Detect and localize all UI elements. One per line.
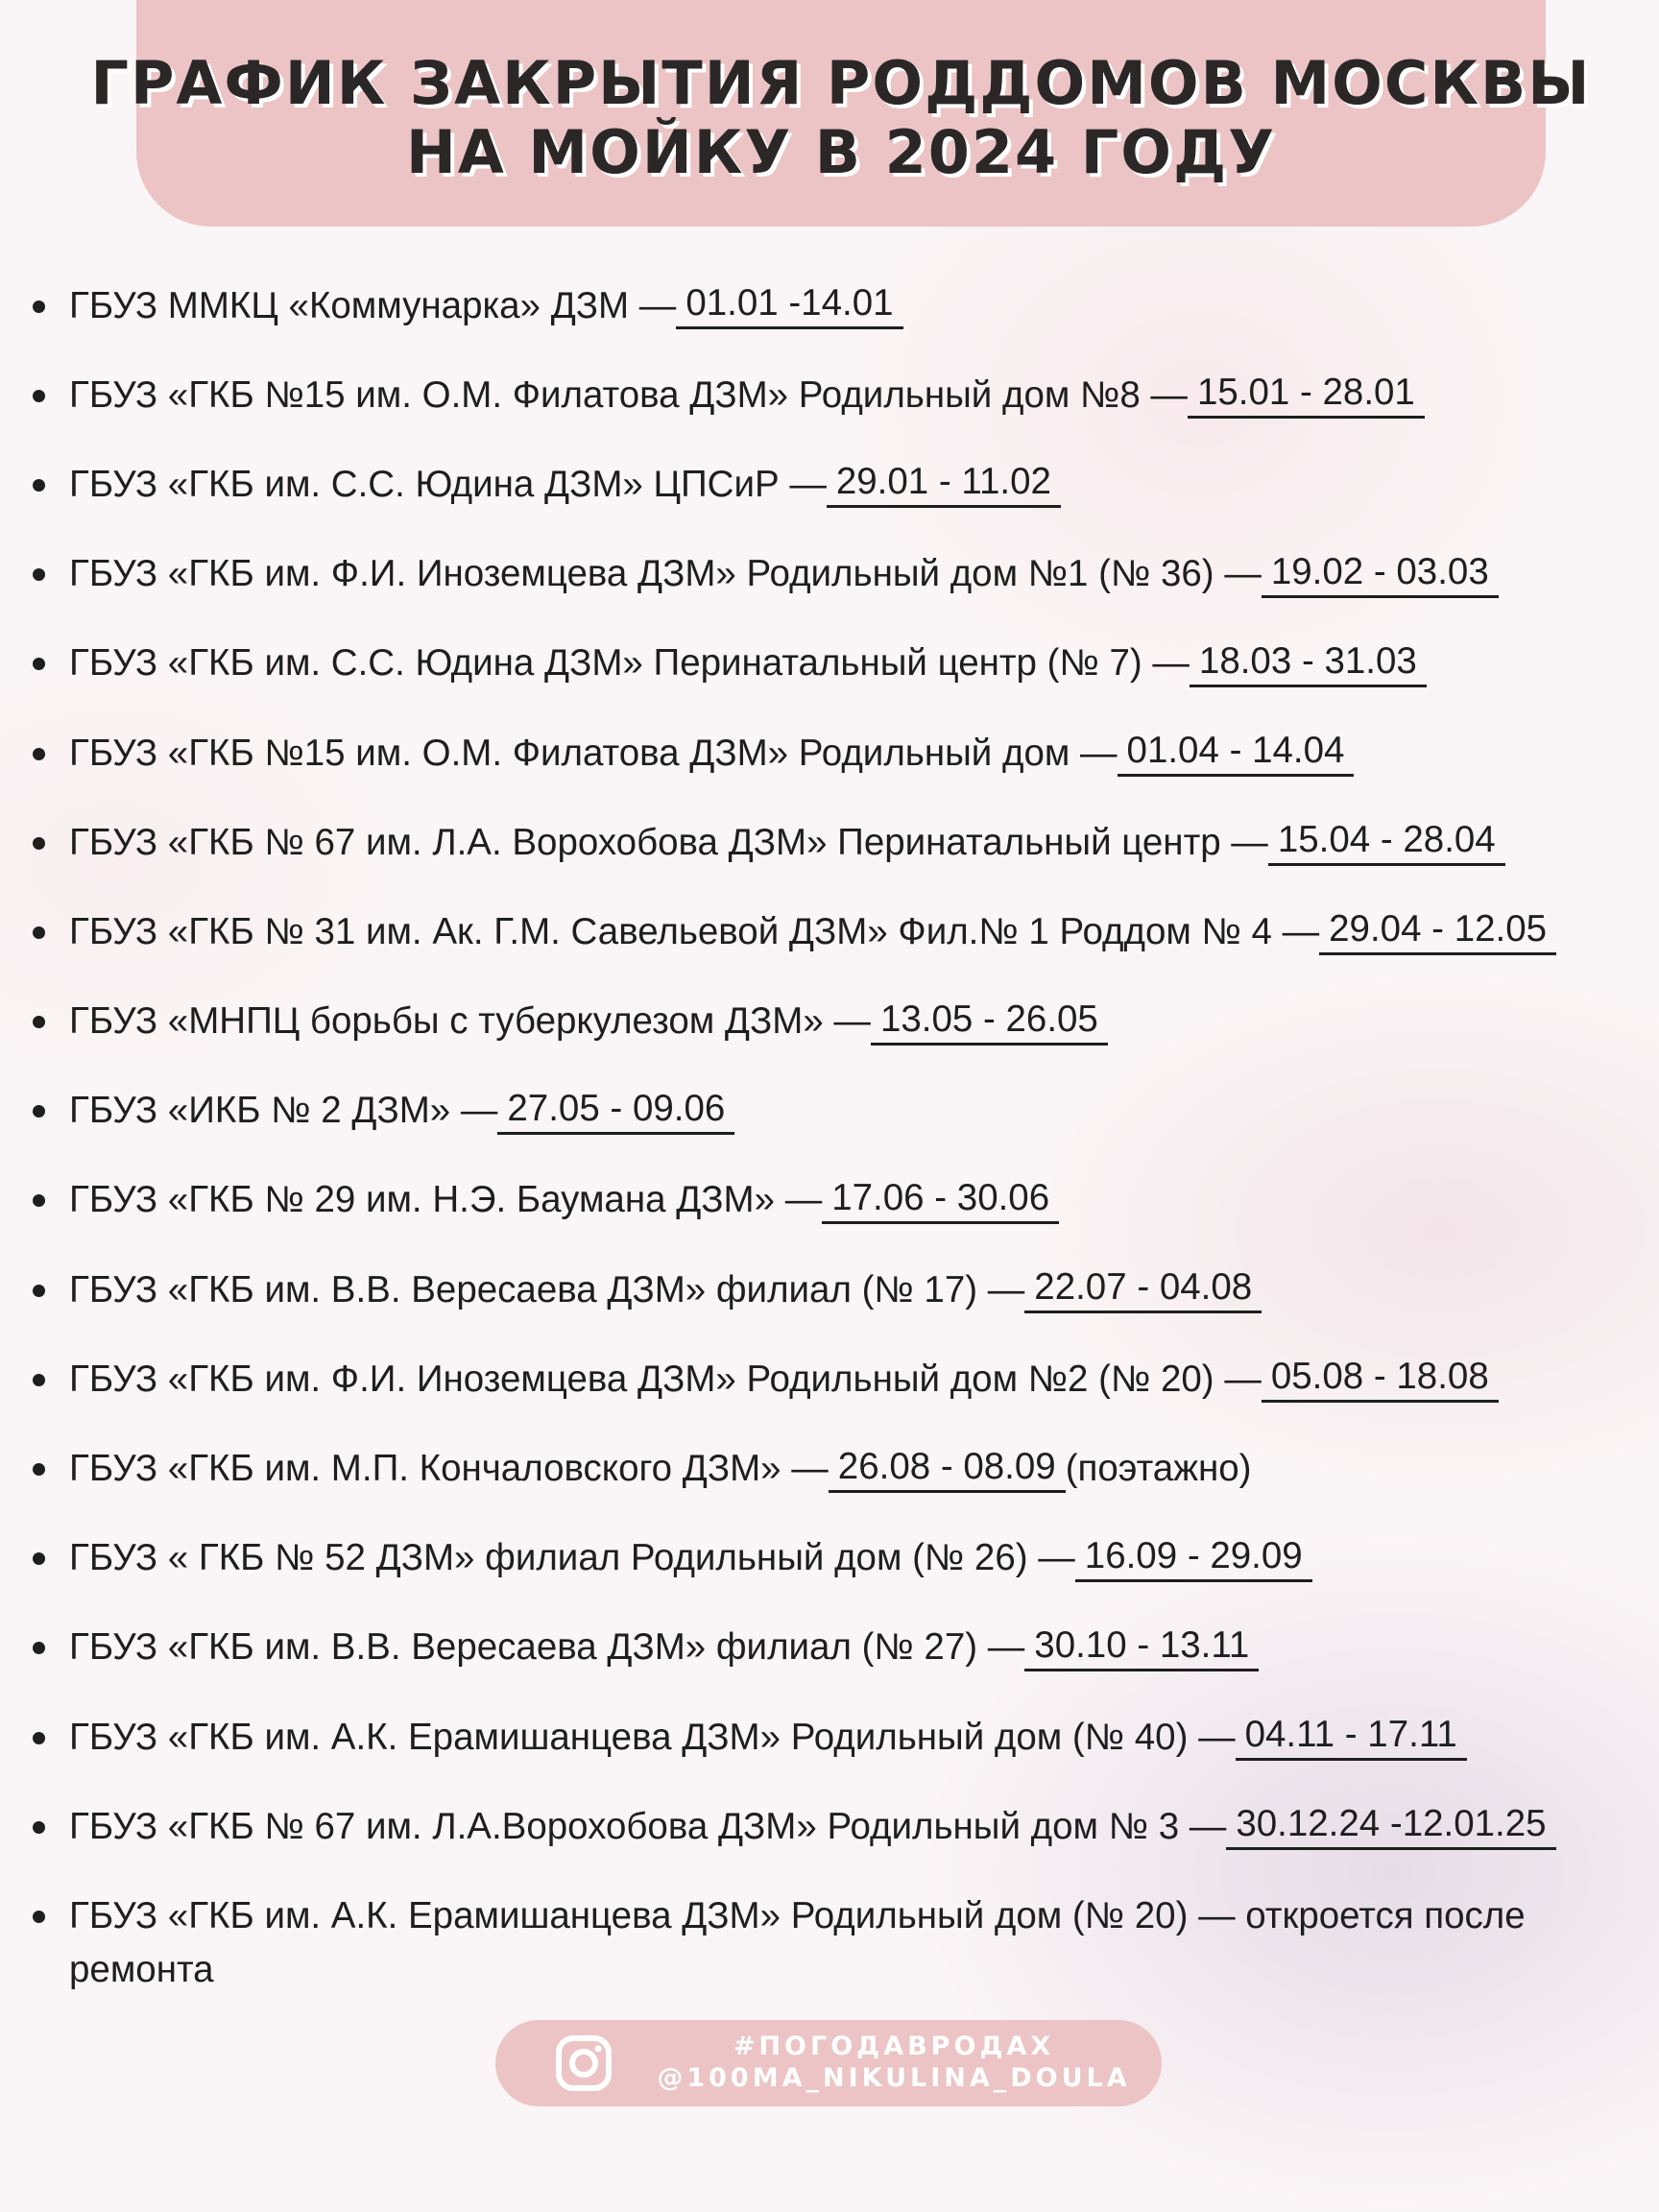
- list-item: [0, 887, 1659, 976]
- hospital-name: ГБУЗ «ГКБ им. С.С. Юдина ДЗМ» Перинатальный центр (№ 7) —: [69, 642, 1190, 685]
- hashtag-text[interactable]: #ПОГОДАВРОДАХ: [733, 2032, 1055, 2061]
- closure-dates: 19.02 - 03.03: [1262, 551, 1499, 598]
- list-item: [0, 350, 1659, 440]
- hospital-name: ГБУЗ «ГКБ №15 им. О.М. Филатова ДЗМ» Родильный дом №8 —: [69, 373, 1188, 416]
- closure-dates: 05.08 - 18.08: [1262, 1356, 1499, 1403]
- hospital-name: ГБУЗ «ГКБ № 67 им. Л.А.Ворохобова ДЗМ» Родильный дом № 3 —: [69, 1805, 1227, 1847]
- closure-dates: 18.03 - 31.03: [1190, 640, 1427, 687]
- item-note: (поэтажно): [1065, 1448, 1252, 1490]
- list-item: [0, 1693, 1659, 1782]
- hospital-name: ГБУЗ «МНПЦ борьбы с туберкулезом ДЗМ» —: [69, 1000, 871, 1043]
- closure-dates: 29.01 - 11.02: [827, 461, 1061, 508]
- closure-dates: 13.05 - 26.05: [871, 998, 1108, 1046]
- closure-dates: 17.06 - 30.06: [822, 1177, 1059, 1224]
- list-item: [0, 1156, 1659, 1245]
- hospital-name: ГБУЗ «ГКБ им. А.К. Ерамишанцева ДЗМ» Родильный дом (№ 20) — откроется после: [69, 1894, 1526, 1936]
- list-item: [0, 261, 1659, 350]
- list-item: [0, 1603, 1659, 1693]
- hospital-name: ГБУЗ «ГКБ им. Ф.И. Иноземцева ДЗМ» Родильный дом №2 (№ 20) —: [69, 1358, 1262, 1400]
- closure-dates: 27.05 - 09.06: [497, 1088, 734, 1135]
- hospital-name: ГБУЗ «ГКБ № 29 им. Н.Э. Баумана ДЗМ» —: [69, 1179, 823, 1221]
- footer-tags: [654, 2031, 1134, 2094]
- list-item: [0, 1334, 1659, 1424]
- closure-dates: 29.04 - 12.05: [1319, 908, 1556, 955]
- list-item: [0, 530, 1659, 619]
- page-title-line-2: НА МОЙКУ В 2024 ГОДУ: [405, 117, 1277, 187]
- closure-dates: 01.04 - 14.04: [1118, 730, 1355, 777]
- page-title-line-1: ГРАФИК ЗАКРЫТИЯ РОДДОМОВ МОСКВЫ: [90, 48, 1592, 118]
- hospital-name: ГБУЗ « ГКБ № 52 ДЗМ» филиал Родильный дом (№ 26) —: [69, 1537, 1075, 1579]
- closure-dates: 15.01 - 28.01: [1188, 372, 1425, 419]
- hospital-name: ГБУЗ «ГКБ им. В.В. Вересаева ДЗМ» филиал (№ 17) —: [69, 1268, 1025, 1310]
- hospital-name: ГБУЗ «ГКБ им. С.С. Юдина ДЗМ» ЦПСиР —: [69, 463, 827, 505]
- list-item-continuation: ремонта: [69, 1949, 214, 1990]
- closure-dates: 30.10 - 13.11: [1024, 1624, 1259, 1671]
- footer-badge: [495, 2020, 1162, 2106]
- hospital-name: ГБУЗ «ГКБ № 67 им. Л.А. Ворохобова ДЗМ» Перинатальный центр —: [69, 821, 1268, 863]
- list-item: [0, 709, 1659, 798]
- list-item: [0, 977, 1659, 1067]
- list-item: [0, 440, 1659, 529]
- list-item: [0, 798, 1659, 887]
- list-item: [0, 1067, 1659, 1156]
- hospital-name: ГБУЗ «ИКБ № 2 ДЗМ» —: [69, 1090, 498, 1132]
- list-item: [0, 619, 1659, 709]
- schedule-list: [0, 261, 1659, 1961]
- closure-dates: 22.07 - 04.08: [1024, 1266, 1262, 1313]
- hospital-name: ГБУЗ «ГКБ им. Ф.И. Иноземцева ДЗМ» Родильный дом №1 (№ 36) —: [69, 553, 1262, 595]
- hospital-name: ГБУЗ «ГКБ им. М.П. Кончаловского ДЗМ» —: [69, 1448, 829, 1490]
- closure-dates: 04.11 - 17.11: [1236, 1714, 1467, 1761]
- closure-dates: 16.09 - 29.09: [1075, 1535, 1312, 1582]
- hospital-name: ГБУЗ «ГКБ №15 им. О.М. Филатова ДЗМ» Родильный дом —: [69, 732, 1118, 774]
- list-item: [0, 1782, 1659, 1871]
- list-item: [0, 1245, 1659, 1334]
- hospital-name: ГБУЗ «ГКБ им. В.В. Вересаева ДЗМ» филиал (№ 27) —: [69, 1626, 1025, 1669]
- closure-dates: 01.01 -14.01: [676, 282, 902, 329]
- closure-dates: 15.04 - 28.04: [1268, 819, 1505, 866]
- list-item-last: [0, 1871, 1659, 1960]
- hospital-name: ГБУЗ ММКЦ «Коммунарка» ДЗМ —: [69, 284, 677, 326]
- closure-dates: 26.08 - 08.09: [829, 1446, 1066, 1493]
- closure-dates: 30.12.24 -12.01.25: [1226, 1803, 1555, 1850]
- list-item: [0, 1424, 1659, 1513]
- title-banner: [90, 0, 1592, 227]
- account-handle[interactable]: @100MA_NIKULINA_DOULA: [657, 2063, 1131, 2093]
- hospital-name: ГБУЗ «ГКБ № 31 им. Ак. Г.М. Савельевой ДЗМ» Фил.№ 1 Роддом № 4 —: [69, 910, 1320, 952]
- list-item: [0, 1514, 1659, 1603]
- hospital-name: ГБУЗ «ГКБ им. А.К. Ерамишанцева ДЗМ» Родильный дом (№ 40) —: [69, 1716, 1236, 1758]
- instagram-icon[interactable]: [555, 2034, 613, 2092]
